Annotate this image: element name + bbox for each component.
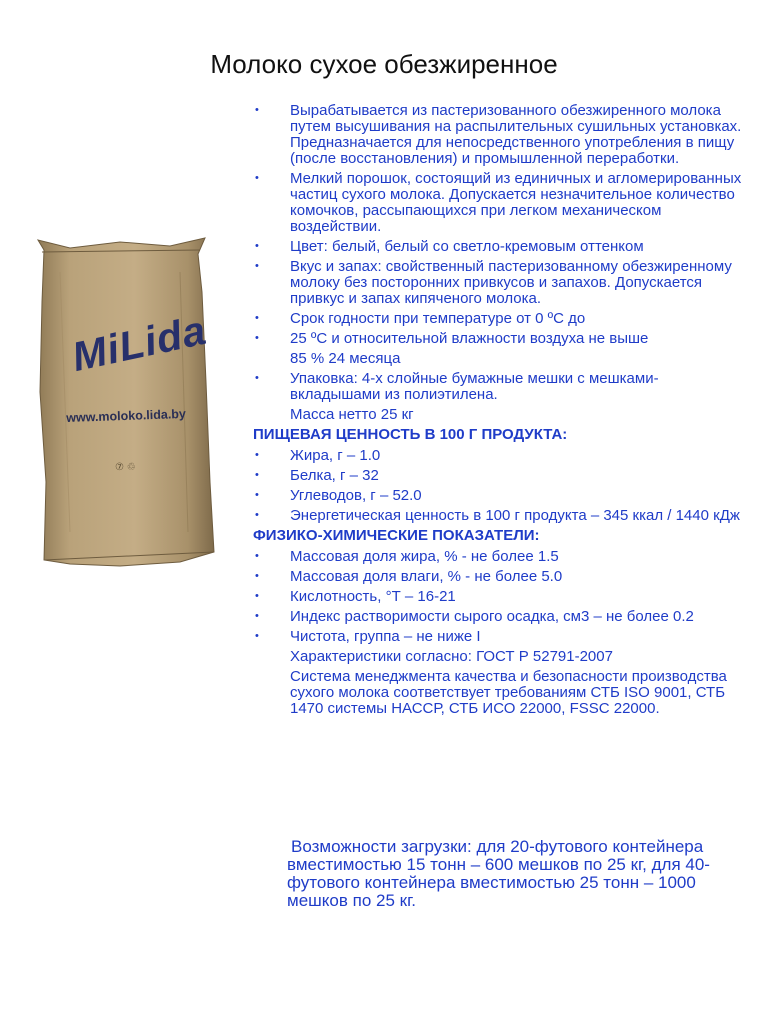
list-item: • Индекс растворимости сырого осадка, см3 – не более 0.2 xyxy=(255,608,694,625)
bag-brand-logo: MiLida xyxy=(68,306,211,380)
bullet-icon: • xyxy=(255,449,259,461)
loading-capacity-text: Возможности загрузки: для 20-футового контейнера вместимостью 15 тонн – 600 мешков по 25 кг, для 40-футового контейнера вместимостью 25 тонн – 1000 мешков по 25 кг. xyxy=(287,837,710,910)
bullet-icon: • xyxy=(255,590,259,602)
list-item: • Мелкий порошок, состоящий из единичных и агломерированных частиц сухого молока. Допускается незначительное количество комочков, рассыпающихся при легком механическом воздействии. xyxy=(255,170,742,235)
bullet-icon: • xyxy=(255,260,259,272)
physchem-heading: ФИЗИКО-ХИМИЧЕСКИЕ ПОКАЗАТЕЛИ: xyxy=(253,527,540,544)
list-item: • Вкус и запах: свойственный пастеризованному обезжиренному молоку без посторонних привкусов и запахов. Допускается привкус и запах кипяченого молока. xyxy=(255,258,732,307)
bullet-icon: • xyxy=(255,509,259,521)
bag-shape xyxy=(30,232,226,570)
bullet-icon: • xyxy=(255,570,259,582)
list-item: • Массовая доля жира, % - не более 1.5 xyxy=(255,548,559,565)
bullet-icon: • xyxy=(255,630,259,642)
list-item: • Энергетическая ценность в 100 г продукта – 345 ккал / 1440 кДж xyxy=(255,507,740,524)
list-item: • Жира, г – 1.0 xyxy=(255,447,381,464)
bag-recycle-mark: ⑦ ♲ xyxy=(115,462,136,473)
list-item: • Белка, г – 32 xyxy=(255,467,379,484)
bullet-icon: • xyxy=(255,312,259,324)
bullet-icon: • xyxy=(255,104,259,116)
list-item: • Срок годности при температуре от 0 ºС до xyxy=(255,310,586,327)
list-item: • 25 ºС и относительной влажности воздуха не выше xyxy=(255,330,649,347)
bullet-icon: • xyxy=(255,372,259,384)
standards-text: Характеристики согласно: ГОСТ Р 52791-2007 xyxy=(290,648,613,665)
list-item: • Вырабатывается из пастеризованного обезжиренного молока путем высушивания на распылительных сушильных установках. Предназначается для непосредственного употребления в пищу (после восстановления) и промышленной переработки. xyxy=(255,102,742,167)
bullet-icon: • xyxy=(255,332,259,344)
list-item: • Массовая доля влаги, % - не более 5.0 xyxy=(255,568,563,585)
net-weight: Масса нетто 25 кг xyxy=(290,406,414,423)
list-item: • Цвет: белый, белый со светло-кремовым оттенком xyxy=(255,238,644,255)
list-item: • Чистота, группа – не ниже I xyxy=(255,628,481,645)
list-item: • Упаковка: 4-х слойные бумажные мешки с мешками-вкладышами из полиэтилена. xyxy=(255,370,659,403)
list-item: • Углеводов, г – 52.0 xyxy=(255,487,422,504)
shelf-life-continuation: 85 % 24 месяца xyxy=(290,350,401,367)
nutrition-heading: ПИЩЕВАЯ ЦЕННОСТЬ В 100 Г ПРОДУКТА: xyxy=(253,426,568,443)
bullet-icon: • xyxy=(255,469,259,481)
bullet-icon: • xyxy=(255,550,259,562)
bullet-icon: • xyxy=(255,240,259,252)
product-description xyxy=(253,103,743,721)
bullet-icon: • xyxy=(255,172,259,184)
quality-system-text: Система менеджмента качества и безопасности производства сухого молока соответствует требованиям СТБ ISO 9001, СТБ 1470 системы НАССР, СТБ ИСО 22000, FSSC 22000. xyxy=(290,668,727,717)
page-title: Молоко сухое обезжиренное xyxy=(210,49,558,79)
bullet-icon: • xyxy=(255,610,259,622)
bullet-icon: • xyxy=(255,489,259,501)
list-item: • Кислотность, °Т – 16-21 xyxy=(255,588,456,605)
bag-website: www.moloko.lida.by xyxy=(66,406,187,425)
milk-bag-image xyxy=(30,232,226,570)
